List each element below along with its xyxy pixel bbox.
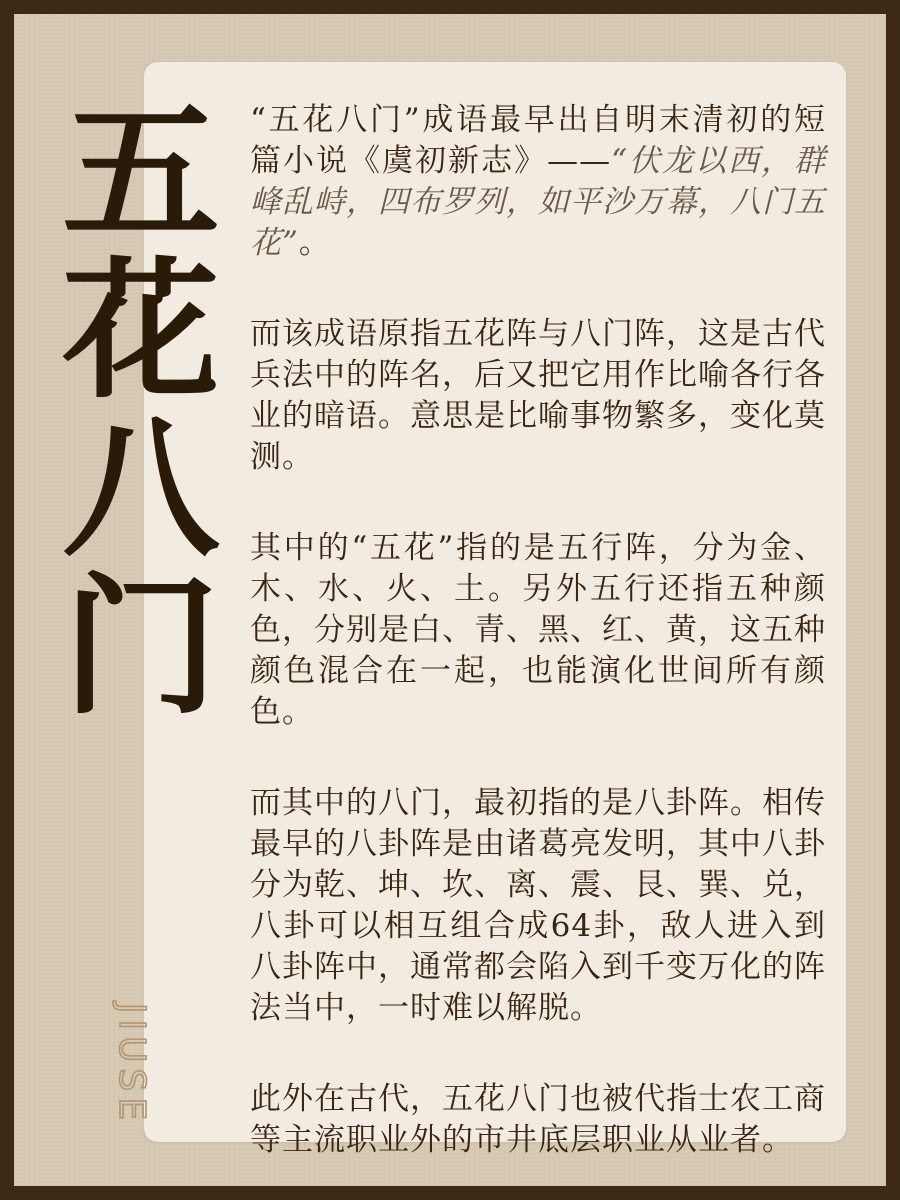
paragraph-meaning: 而该成语原指五花阵与八门阵，这是古代兵法中的阵名，后又把它用作比喻各行各业的暗语。意思是比喻事物繁多，变化莫测。: [250, 316, 826, 475]
paragraph-wuhua: 其中的“五花”指的是五行阵，分为金、木、水、火、土。另外五行还指五种颜色，分别是白、青、黑、红、黄，这五种颜色混合在一起，也能演化世间所有颜色。: [250, 530, 826, 730]
title-char: 门: [62, 559, 220, 735]
paragraph-origin: [250, 100, 826, 264]
title-char: 花: [62, 243, 220, 419]
page-frame: [14, 14, 886, 1186]
title-char: 八: [62, 401, 220, 577]
title-char: 五: [62, 85, 220, 261]
paragraph-bamen: 而其中的八门，最初指的是八卦阵。相传最早的八卦阵是由诸葛亮发明，其中八卦分为乾、坤、坎、离、震、艮、巽、兑，八卦可以相互组合成64卦，敌人进入到八卦阵中，通常都会陷入到千变万化的阵法当中，一时难以解脱。: [250, 785, 826, 1026]
brand-watermark: [111, 974, 153, 1154]
paragraph-origin-tail: 。: [298, 225, 331, 261]
brand-text: JIUSE: [111, 1002, 153, 1126]
vertical-title: [46, 85, 236, 735]
classical-quote: “伏龙以西，群峰乱峙，四布罗列，如平沙万幕，八门五花”: [250, 143, 826, 261]
paragraph-extra: 此外在古代，五花八门也被代指士农工商等主流职业外的市井底层职业从业者。: [250, 1081, 826, 1158]
paragraph-origin-lead: “五花八门”成语最早出自明末清初的短篇小说《虞初新志》——: [250, 102, 826, 179]
article-body: [250, 100, 826, 1186]
